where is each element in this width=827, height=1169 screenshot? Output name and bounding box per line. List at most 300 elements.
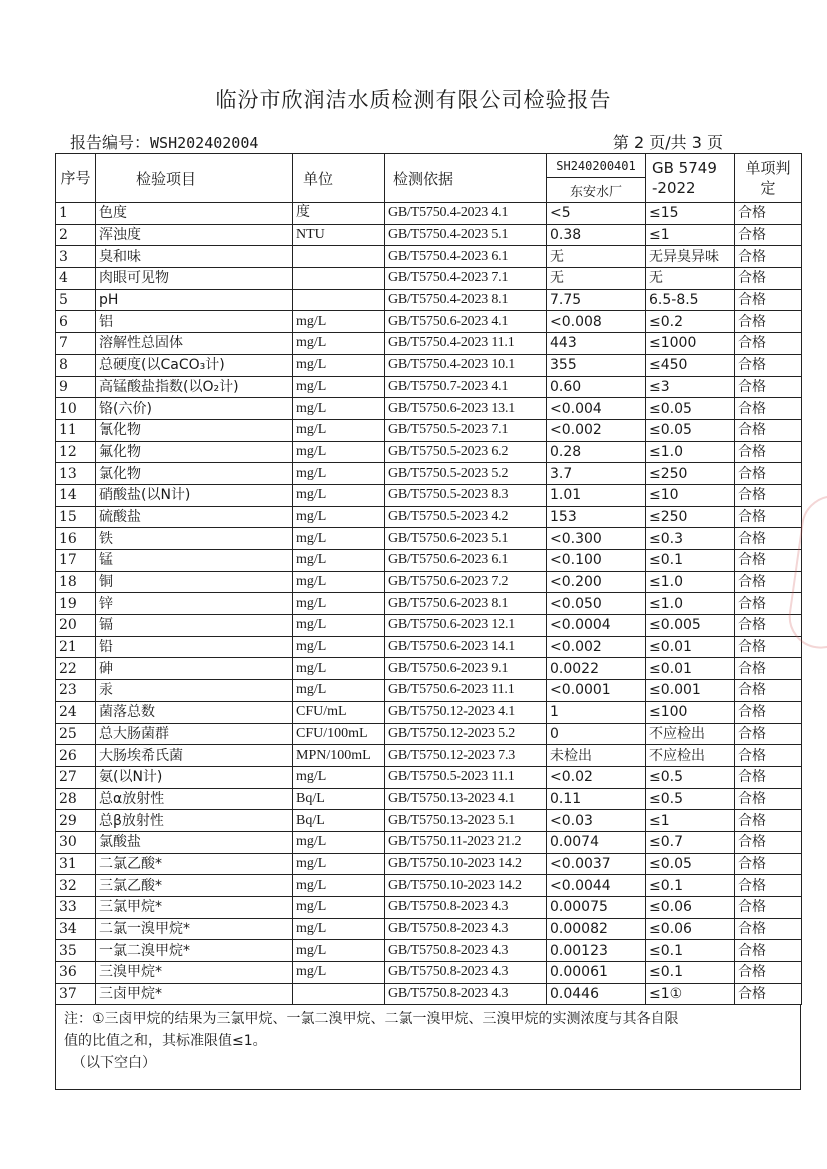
item-limit: 不应检出 (646, 745, 735, 767)
item-name: 色度 (96, 203, 293, 225)
item-result: <0.002 (547, 636, 646, 658)
row-number: 11 (56, 419, 96, 441)
item-result: 0.60 (547, 376, 646, 398)
row-number: 6 (56, 311, 96, 333)
item-unit: mg/L (293, 550, 385, 572)
item-limit: ≤0.005 (646, 615, 735, 637)
item-result: <0.03 (547, 810, 646, 832)
item-limit: ≤0.05 (646, 398, 735, 420)
item-limit: ≤1① (646, 983, 735, 1005)
item-limit: ≤3 (646, 376, 735, 398)
item-method: GB/T5750.4-2023 4.1 (385, 203, 547, 225)
item-method: GB/T5750.6-2023 13.1 (385, 398, 547, 420)
item-method: GB/T5750.4-2023 5.1 (385, 224, 547, 246)
item-result: <0.200 (547, 571, 646, 593)
table-row (56, 224, 802, 246)
item-unit: mg/L (293, 897, 385, 919)
item-method: GB/T5750.6-2023 6.1 (385, 550, 547, 572)
header-judge: 单项判定 (735, 154, 802, 203)
item-name: 氟化物 (96, 441, 293, 463)
item-name: 铅 (96, 636, 293, 658)
table-row (56, 376, 802, 398)
item-limit: ≤0.01 (646, 636, 735, 658)
table-row (56, 810, 802, 832)
row-number: 10 (56, 398, 96, 420)
item-judgement: 合格 (735, 593, 802, 615)
table-row (56, 940, 802, 962)
item-judgement: 合格 (735, 723, 802, 745)
item-method: GB/T5750.4-2023 7.1 (385, 268, 547, 290)
row-number: 36 (56, 962, 96, 984)
item-limit: ≤450 (646, 354, 735, 376)
row-number: 12 (56, 441, 96, 463)
item-limit: ≤0.001 (646, 680, 735, 702)
item-unit: mg/L (293, 658, 385, 680)
item-limit: ≤0.1 (646, 962, 735, 984)
item-limit: ≤0.01 (646, 658, 735, 680)
item-result: 1.01 (547, 484, 646, 506)
item-judgement: 合格 (735, 831, 802, 853)
item-result: 未检出 (547, 745, 646, 767)
item-method: GB/T5750.8-2023 4.3 (385, 897, 547, 919)
item-unit: mg/L (293, 918, 385, 940)
item-name: 大肠埃希氏菌 (96, 745, 293, 767)
table-row (56, 354, 802, 376)
item-unit: mg/L (293, 463, 385, 485)
table-row (56, 311, 802, 333)
row-number: 8 (56, 354, 96, 376)
item-unit: mg/L (293, 376, 385, 398)
item-result: 无 (547, 268, 646, 290)
table-row (56, 593, 802, 615)
item-unit: mg/L (293, 506, 385, 528)
item-name: 铬(六价) (96, 398, 293, 420)
item-method: GB/T5750.4-2023 8.1 (385, 289, 547, 311)
item-method: GB/T5750.7-2023 4.1 (385, 376, 547, 398)
item-limit: 无异臭异味 (646, 246, 735, 268)
item-limit: ≤1 (646, 224, 735, 246)
note-blank: （以下空白） (72, 1055, 156, 1071)
item-result: <0.002 (547, 419, 646, 441)
item-name: 菌落总数 (96, 701, 293, 723)
item-unit: mg/L (293, 571, 385, 593)
sample-name: 东安水厂 (547, 178, 646, 203)
item-judgement: 合格 (735, 615, 802, 637)
header-method: 检测依据 (385, 154, 547, 203)
item-method: GB/T5750.4-2023 10.1 (385, 354, 547, 376)
item-judgement: 合格 (735, 636, 802, 658)
item-result: 0.00061 (547, 962, 646, 984)
item-unit: CFU/100mL (293, 723, 385, 745)
item-judgement: 合格 (735, 680, 802, 702)
note-line-2: 值的比值之和，其标准限值≤1。 (64, 1033, 267, 1049)
table-row (56, 550, 802, 572)
item-judgement: 合格 (735, 701, 802, 723)
table-row (56, 788, 802, 810)
item-unit: mg/L (293, 636, 385, 658)
row-number: 27 (56, 766, 96, 788)
item-limit: ≤15 (646, 203, 735, 225)
table-row (56, 528, 802, 550)
row-number: 20 (56, 615, 96, 637)
item-judgement: 合格 (735, 788, 802, 810)
table-row (56, 875, 802, 897)
row-number: 26 (56, 745, 96, 767)
item-unit: mg/L (293, 593, 385, 615)
item-limit: ≤0.5 (646, 788, 735, 810)
row-number: 24 (56, 701, 96, 723)
item-limit: ≤250 (646, 463, 735, 485)
item-name: 总β放射性 (96, 810, 293, 832)
item-name: 硝酸盐(以N计) (96, 484, 293, 506)
page-indicator: 第 2 页/共 3 页 (612, 133, 723, 152)
item-name: 铜 (96, 571, 293, 593)
item-unit (293, 983, 385, 1005)
row-number: 5 (56, 289, 96, 311)
item-method: GB/T5750.5-2023 11.1 (385, 766, 547, 788)
item-result: 153 (547, 506, 646, 528)
row-number: 13 (56, 463, 96, 485)
header-unit: 单位 (293, 154, 385, 203)
item-limit: ≤1 (646, 810, 735, 832)
item-method: GB/T5750.6-2023 8.1 (385, 593, 547, 615)
table-row (56, 203, 802, 225)
item-name: 砷 (96, 658, 293, 680)
item-method: GB/T5750.8-2023 4.3 (385, 918, 547, 940)
item-limit: 6.5-8.5 (646, 289, 735, 311)
item-name: 硫酸盐 (96, 506, 293, 528)
item-judgement: 合格 (735, 354, 802, 376)
item-result: 7.75 (547, 289, 646, 311)
item-result: 0.0022 (547, 658, 646, 680)
item-judgement: 合格 (735, 658, 802, 680)
row-number: 21 (56, 636, 96, 658)
item-method: GB/T5750.4-2023 11.1 (385, 333, 547, 355)
item-name: 氨(以N计) (96, 766, 293, 788)
row-number: 32 (56, 875, 96, 897)
item-method: GB/T5750.5-2023 7.1 (385, 419, 547, 441)
item-method: GB/T5750.6-2023 5.1 (385, 528, 547, 550)
table-row (56, 506, 802, 528)
item-method: GB/T5750.5-2023 6.2 (385, 441, 547, 463)
results-body (56, 203, 802, 1005)
item-result: <0.100 (547, 550, 646, 572)
item-unit: mg/L (293, 831, 385, 853)
item-judgement: 合格 (735, 571, 802, 593)
item-method: GB/T5750.5-2023 8.3 (385, 484, 547, 506)
notes-box (55, 1004, 801, 1090)
row-number: 37 (56, 983, 96, 1005)
item-name: 二氯乙酸* (96, 853, 293, 875)
item-result: <0.0004 (547, 615, 646, 637)
item-unit (293, 246, 385, 268)
item-judgement: 合格 (735, 897, 802, 919)
table-row (56, 615, 802, 637)
item-unit: mg/L (293, 441, 385, 463)
item-limit: ≤0.3 (646, 528, 735, 550)
item-method: GB/T5750.12-2023 7.3 (385, 745, 547, 767)
row-number: 29 (56, 810, 96, 832)
table-row (56, 897, 802, 919)
row-number: 22 (56, 658, 96, 680)
item-limit: ≤10 (646, 484, 735, 506)
row-number: 16 (56, 528, 96, 550)
note-line-1: 注：①三卤甲烷的结果为三氯甲烷、一氯二溴甲烷、二氯一溴甲烷、三溴甲烷的实测浓度与其各自限 (64, 1011, 679, 1027)
item-limit: ≤0.1 (646, 940, 735, 962)
row-number: 30 (56, 831, 96, 853)
item-method: GB/T5750.13-2023 5.1 (385, 810, 547, 832)
item-name: 臭和味 (96, 246, 293, 268)
row-number: 3 (56, 246, 96, 268)
table-row (56, 745, 802, 767)
row-number: 35 (56, 940, 96, 962)
item-name: 二氯一溴甲烷* (96, 918, 293, 940)
item-unit (293, 268, 385, 290)
item-method: GB/T5750.4-2023 6.1 (385, 246, 547, 268)
item-judgement: 合格 (735, 203, 802, 225)
item-name: 高锰酸盐指数(以O₂计) (96, 376, 293, 398)
item-judgement: 合格 (735, 550, 802, 572)
item-judgement: 合格 (735, 810, 802, 832)
item-limit: ≤100 (646, 701, 735, 723)
item-method: GB/T5750.10-2023 14.2 (385, 853, 547, 875)
item-judgement: 合格 (735, 983, 802, 1005)
item-judgement: 合格 (735, 398, 802, 420)
row-number: 18 (56, 571, 96, 593)
item-name: 总大肠菌群 (96, 723, 293, 745)
item-unit: Bq/L (293, 810, 385, 832)
item-name: 锌 (96, 593, 293, 615)
item-judgement: 合格 (735, 376, 802, 398)
item-method: GB/T5750.8-2023 4.3 (385, 983, 547, 1005)
sample-id: SH240200401 (547, 154, 646, 178)
row-number: 23 (56, 680, 96, 702)
row-number: 7 (56, 333, 96, 355)
item-name: 三氯甲烷* (96, 897, 293, 919)
item-judgement: 合格 (735, 766, 802, 788)
item-result: <0.008 (547, 311, 646, 333)
item-judgement: 合格 (735, 333, 802, 355)
item-judgement: 合格 (735, 918, 802, 940)
item-judgement: 合格 (735, 268, 802, 290)
report-number (70, 130, 258, 153)
item-limit: ≤250 (646, 506, 735, 528)
table-row (56, 658, 802, 680)
item-result: 0.28 (547, 441, 646, 463)
item-name: pH (96, 289, 293, 311)
item-method: GB/T5750.6-2023 12.1 (385, 615, 547, 637)
item-limit: ≤0.7 (646, 831, 735, 853)
item-result: 355 (547, 354, 646, 376)
item-judgement: 合格 (735, 441, 802, 463)
item-method: GB/T5750.12-2023 4.1 (385, 701, 547, 723)
item-limit: ≤0.5 (646, 766, 735, 788)
item-name: 氯化物 (96, 463, 293, 485)
item-result: 0.38 (547, 224, 646, 246)
item-result: <0.004 (547, 398, 646, 420)
item-result: 443 (547, 333, 646, 355)
item-unit: mg/L (293, 419, 385, 441)
item-name: 氯酸盐 (96, 831, 293, 853)
item-limit: ≤1.0 (646, 593, 735, 615)
item-unit: mg/L (293, 875, 385, 897)
table-row (56, 636, 802, 658)
item-limit: ≤0.1 (646, 875, 735, 897)
table-row (56, 680, 802, 702)
report-number-value: WSH202402004 (150, 134, 259, 152)
item-result: <0.0001 (547, 680, 646, 702)
item-result: <0.0037 (547, 853, 646, 875)
table-row (56, 289, 802, 311)
item-result: <0.02 (547, 766, 646, 788)
item-limit: ≤0.05 (646, 419, 735, 441)
item-method: GB/T5750.6-2023 14.1 (385, 636, 547, 658)
row-number: 15 (56, 506, 96, 528)
item-name: 铝 (96, 311, 293, 333)
item-unit: mg/L (293, 940, 385, 962)
row-number: 4 (56, 268, 96, 290)
item-unit: 度 (293, 203, 385, 225)
item-judgement: 合格 (735, 419, 802, 441)
item-result: 3.7 (547, 463, 646, 485)
item-name: 总硬度(以CaCO₃计) (96, 354, 293, 376)
item-name: 氰化物 (96, 419, 293, 441)
table-row (56, 463, 802, 485)
item-method: GB/T5750.13-2023 4.1 (385, 788, 547, 810)
item-name: 锰 (96, 550, 293, 572)
item-unit: mg/L (293, 484, 385, 506)
item-method: GB/T5750.8-2023 4.3 (385, 962, 547, 984)
item-unit (293, 289, 385, 311)
item-unit: mg/L (293, 333, 385, 355)
item-result: 无 (547, 246, 646, 268)
item-name: 三卤甲烷* (96, 983, 293, 1005)
item-method: GB/T5750.10-2023 14.2 (385, 875, 547, 897)
item-method: GB/T5750.6-2023 4.1 (385, 311, 547, 333)
row-number: 33 (56, 897, 96, 919)
header-item: 检验项目 (96, 154, 293, 203)
table-row (56, 918, 802, 940)
table-row (56, 441, 802, 463)
item-name: 镉 (96, 615, 293, 637)
item-result: 0.11 (547, 788, 646, 810)
item-unit: mg/L (293, 354, 385, 376)
row-number: 34 (56, 918, 96, 940)
item-judgement: 合格 (735, 962, 802, 984)
table-row (56, 853, 802, 875)
item-name: 三溴甲烷* (96, 962, 293, 984)
item-result: 0.00075 (547, 897, 646, 919)
item-unit: mg/L (293, 853, 385, 875)
item-unit: mg/L (293, 615, 385, 637)
table-row (56, 962, 802, 984)
item-judgement: 合格 (735, 875, 802, 897)
item-result: 0.00082 (547, 918, 646, 940)
item-judgement: 合格 (735, 506, 802, 528)
item-unit: mg/L (293, 680, 385, 702)
table-row (56, 333, 802, 355)
item-unit: NTU (293, 224, 385, 246)
item-method: GB/T5750.11-2023 21.2 (385, 831, 547, 853)
item-result: 1 (547, 701, 646, 723)
item-judgement: 合格 (735, 311, 802, 333)
row-number: 17 (56, 550, 96, 572)
item-name: 总α放射性 (96, 788, 293, 810)
item-limit: 无 (646, 268, 735, 290)
row-number: 1 (56, 203, 96, 225)
item-result: <0.050 (547, 593, 646, 615)
item-unit: mg/L (293, 398, 385, 420)
row-number: 2 (56, 224, 96, 246)
item-judgement: 合格 (735, 528, 802, 550)
item-name: 浑浊度 (96, 224, 293, 246)
item-unit: mg/L (293, 528, 385, 550)
item-method: GB/T5750.8-2023 4.3 (385, 940, 547, 962)
item-name: 溶解性总固体 (96, 333, 293, 355)
item-judgement: 合格 (735, 224, 802, 246)
table-row (56, 983, 802, 1005)
results-table (55, 153, 802, 1005)
table-row (56, 571, 802, 593)
report-title: 临汾市欣润洁水质检测有限公司检验报告 (215, 88, 612, 112)
item-name: 一氯二溴甲烷* (96, 940, 293, 962)
item-limit: ≤1000 (646, 333, 735, 355)
item-judgement: 合格 (735, 246, 802, 268)
item-limit: ≤0.05 (646, 853, 735, 875)
item-result: <0.300 (547, 528, 646, 550)
item-name: 铁 (96, 528, 293, 550)
item-result: <5 (547, 203, 646, 225)
item-judgement: 合格 (735, 940, 802, 962)
item-limit: ≤1.0 (646, 571, 735, 593)
table-row (56, 723, 802, 745)
table-row (56, 419, 802, 441)
item-limit: ≤0.06 (646, 897, 735, 919)
item-method: GB/T5750.6-2023 7.2 (385, 571, 547, 593)
item-limit: 不应检出 (646, 723, 735, 745)
row-number: 28 (56, 788, 96, 810)
item-judgement: 合格 (735, 463, 802, 485)
table-row (56, 268, 802, 290)
item-judgement: 合格 (735, 745, 802, 767)
header-no: 序号 (56, 154, 96, 203)
item-unit: Bq/L (293, 788, 385, 810)
row-number: 25 (56, 723, 96, 745)
table-row (56, 701, 802, 723)
item-result: 0.0446 (547, 983, 646, 1005)
row-number: 31 (56, 853, 96, 875)
row-number: 19 (56, 593, 96, 615)
item-result: 0.0074 (547, 831, 646, 853)
item-unit: MPN/100mL (293, 745, 385, 767)
row-number: 14 (56, 484, 96, 506)
item-method: GB/T5750.6-2023 11.1 (385, 680, 547, 702)
table-row (56, 766, 802, 788)
item-name: 三氯乙酸* (96, 875, 293, 897)
report-number-label: 报告编号： (70, 133, 151, 152)
item-unit: mg/L (293, 766, 385, 788)
row-number: 9 (56, 376, 96, 398)
item-unit: CFU/mL (293, 701, 385, 723)
item-judgement: 合格 (735, 289, 802, 311)
item-result: 0 (547, 723, 646, 745)
item-method: GB/T5750.5-2023 4.2 (385, 506, 547, 528)
item-name: 汞 (96, 680, 293, 702)
item-method: GB/T5750.5-2023 5.2 (385, 463, 547, 485)
item-result: <0.0044 (547, 875, 646, 897)
table-row (56, 246, 802, 268)
table-row (56, 831, 802, 853)
